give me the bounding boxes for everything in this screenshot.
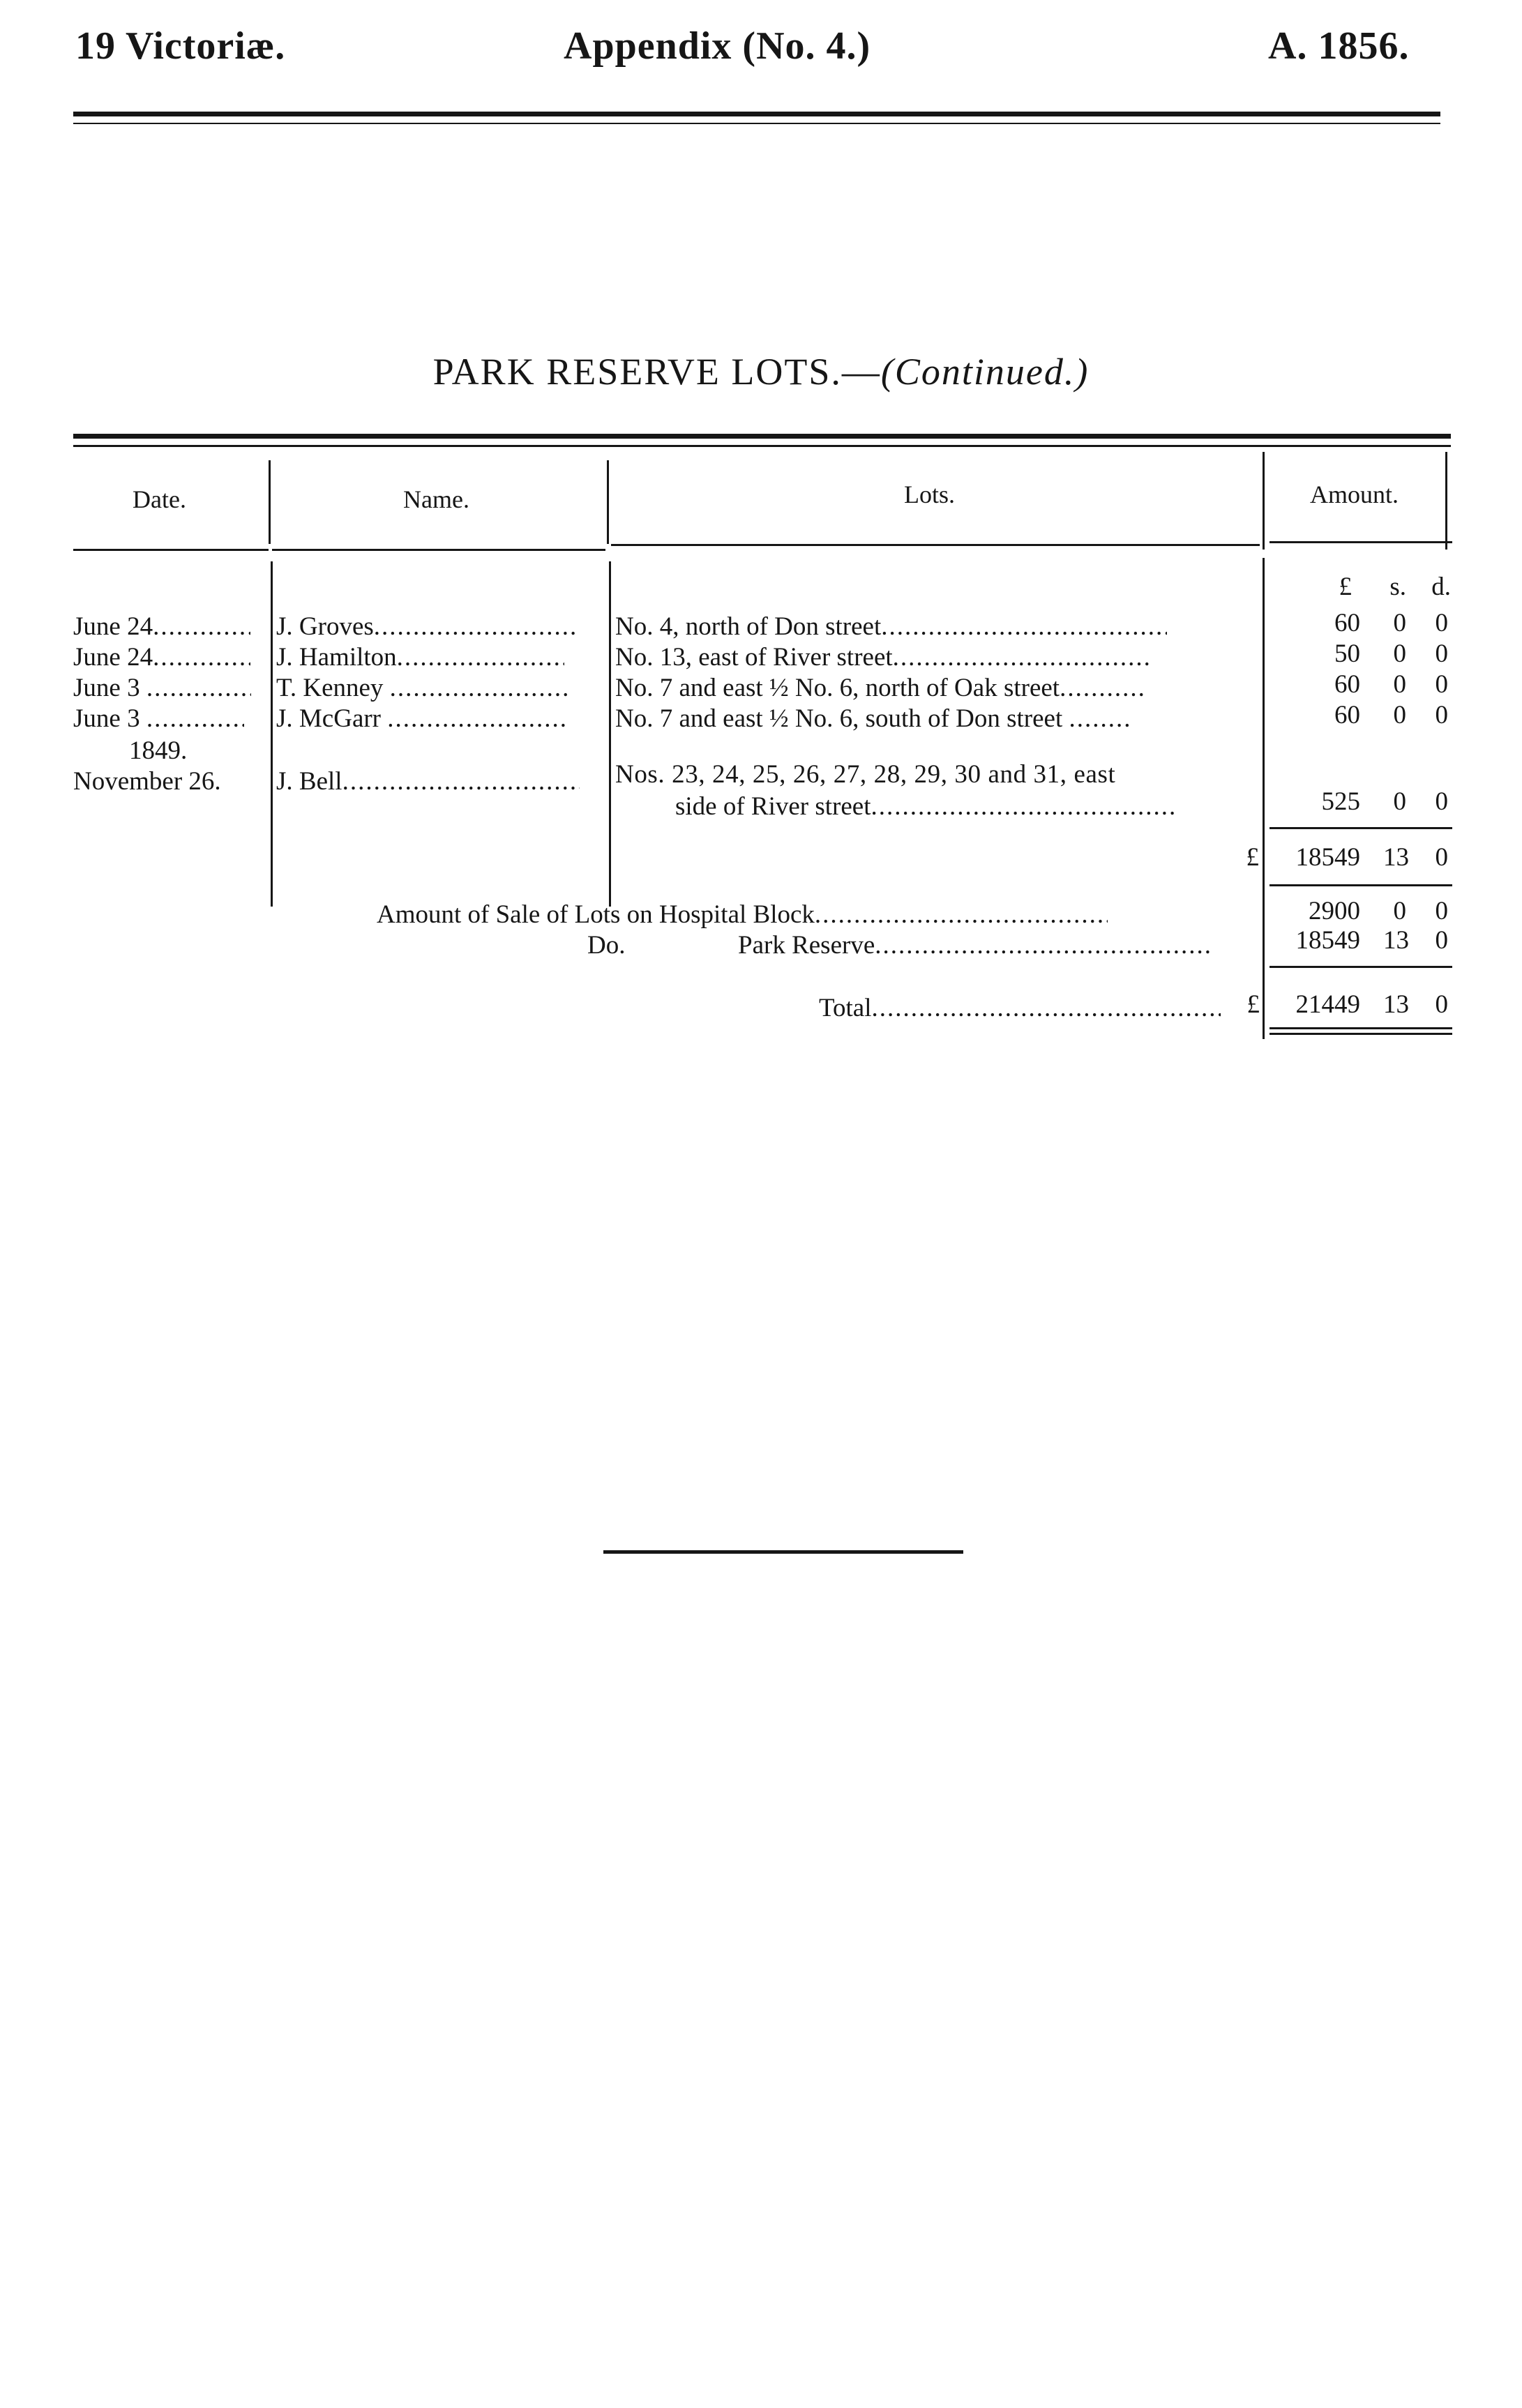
row-name-cell <box>276 673 605 704</box>
row-shillings: 0 <box>1393 639 1406 668</box>
table-row <box>73 642 267 673</box>
page-title: PARK RESERVE LOTS.—(Continued.) <box>432 351 1090 393</box>
row-name: T. Kenney <box>276 674 384 702</box>
row-date: November 26. <box>73 767 221 796</box>
unit-pence: d. <box>1431 573 1451 601</box>
row-name-cell <box>276 766 605 797</box>
subtotal-pounds: 18549 <box>1295 843 1360 872</box>
total-symbol: £ <box>1246 990 1260 1019</box>
row-pounds: 60 <box>1334 609 1360 637</box>
subtotal-rule-bottom <box>1269 884 1452 886</box>
heading-underline <box>272 549 605 551</box>
row-name: J. Bell <box>276 767 342 796</box>
row-date: June 24 <box>73 612 153 641</box>
table-row <box>73 673 267 704</box>
dot-leader <box>390 673 571 704</box>
summary-hospital-pence: 0 <box>1435 897 1448 925</box>
dot-leader <box>342 766 580 797</box>
year-label: 1849. <box>129 736 188 765</box>
dot-leader <box>893 642 1151 673</box>
summary-hospital-shillings: 0 <box>1393 897 1406 925</box>
table-row <box>73 612 267 642</box>
dot-leader <box>815 900 1108 930</box>
subtotal-shillings: 13 <box>1383 843 1409 872</box>
header-rule-thin <box>73 123 1440 124</box>
summary-park <box>738 930 1260 961</box>
summary-hospital-pounds: 2900 <box>1309 897 1360 925</box>
summary-park-pence: 0 <box>1435 926 1448 955</box>
subtotal-symbol: £ <box>1246 843 1259 872</box>
divider <box>1445 452 1447 550</box>
summary-park-pounds: 18549 <box>1295 926 1360 955</box>
closing-rule <box>603 1550 963 1554</box>
row-name: J. McGarr <box>276 704 382 733</box>
row-lots-line1: Nos. 23, 24, 25, 26, 27, 28, 29, 30 and 31, east <box>615 760 1116 789</box>
total-rule-double <box>1269 1033 1452 1035</box>
divider <box>271 561 273 907</box>
divider <box>607 460 609 544</box>
col-head-lots: Lots. <box>904 480 956 508</box>
row-pence: 0 <box>1435 670 1448 699</box>
dot-leader <box>153 642 250 673</box>
row-name-cell <box>276 642 605 673</box>
row-lots: No. 7 and east ½ No. 6, north of Oak street <box>615 674 1060 702</box>
row-pence: 0 <box>1435 787 1448 816</box>
row-name: J. Hamilton <box>276 643 397 672</box>
total-label: Total <box>819 994 872 1022</box>
dot-leader <box>153 612 250 642</box>
row-name: J. Groves <box>276 612 374 641</box>
summary-hospital-label: Amount of Sale of Lots on Hospital Block <box>377 900 815 929</box>
dot-leader <box>387 704 568 734</box>
row-lots: No. 4, north of Don street <box>615 612 882 641</box>
row-date: June 3 <box>73 674 140 702</box>
heading-underline <box>611 544 1260 546</box>
dot-leader <box>146 704 244 734</box>
col-head-date: Date. <box>133 485 186 513</box>
dot-leader <box>146 673 251 704</box>
row-pounds: 60 <box>1334 670 1360 699</box>
col-head-amount: Amount. <box>1310 480 1399 508</box>
heading-underline <box>1269 541 1452 543</box>
summary-hospital <box>377 900 1259 930</box>
table-row <box>73 766 270 797</box>
subtotal-rule <box>1269 827 1452 829</box>
subtotal-pence: 0 <box>1435 843 1448 872</box>
dot-leader <box>374 612 576 642</box>
dot-leader <box>875 930 1210 961</box>
dot-leader <box>397 642 564 673</box>
table-row <box>73 704 267 734</box>
dot-leader <box>872 993 1221 1024</box>
total-row <box>819 993 1237 1024</box>
total-pounds: 21449 <box>1295 990 1360 1019</box>
row-lots-cell <box>615 704 1260 734</box>
row-lots-line2: side of River street <box>675 792 871 821</box>
row-lots-line2-cell <box>675 792 1261 822</box>
divider <box>269 460 271 544</box>
summary-do: Do. <box>587 931 626 960</box>
divider <box>1263 558 1265 1039</box>
row-lots: No. 7 and east ½ No. 6, south of Don street <box>615 704 1063 733</box>
row-pounds: 525 <box>1321 787 1360 816</box>
unit-pounds: £ <box>1339 573 1352 601</box>
row-name-cell <box>276 704 605 734</box>
unit-shillings: s. <box>1389 573 1406 601</box>
row-pounds: 60 <box>1334 701 1360 729</box>
row-date: June 3 <box>73 704 140 733</box>
row-pence: 0 <box>1435 701 1448 729</box>
dot-leader <box>881 612 1167 642</box>
summary-park-shillings: 13 <box>1383 926 1409 955</box>
header-rule <box>73 112 1440 116</box>
row-pounds: 50 <box>1334 639 1360 668</box>
row-shillings: 0 <box>1393 701 1406 729</box>
col-head-name: Name. <box>403 485 469 513</box>
header-year: A. 1856. <box>1268 24 1410 68</box>
header-appendix: Appendix (No. 4.) <box>564 24 871 68</box>
row-lots: No. 13, east of River street <box>615 643 893 672</box>
divider <box>1263 452 1265 550</box>
table-top-rule <box>73 434 1451 439</box>
row-pence: 0 <box>1435 639 1448 668</box>
divider <box>609 561 611 907</box>
row-lots-cell <box>615 642 1260 673</box>
total-pence: 0 <box>1435 990 1448 1019</box>
row-name-cell <box>276 612 605 642</box>
row-lots-cell <box>615 673 1260 704</box>
row-shillings: 0 <box>1393 670 1406 699</box>
row-shillings: 0 <box>1393 787 1406 816</box>
summary-rule <box>1269 966 1452 968</box>
total-shillings: 13 <box>1383 990 1409 1019</box>
heading-underline <box>73 549 269 551</box>
dot-leader <box>1069 704 1131 734</box>
row-date: June 24 <box>73 643 153 672</box>
table-top-rule-thin <box>73 445 1451 447</box>
dot-leader <box>871 792 1178 822</box>
row-shillings: 0 <box>1393 609 1406 637</box>
summary-park-label: Park Reserve <box>738 931 875 960</box>
dot-leader <box>1060 673 1143 704</box>
total-rule <box>1269 1027 1452 1029</box>
header-session: 19 Victoriæ. <box>75 24 286 68</box>
row-lots-cell <box>615 612 1260 642</box>
row-pence: 0 <box>1435 609 1448 637</box>
